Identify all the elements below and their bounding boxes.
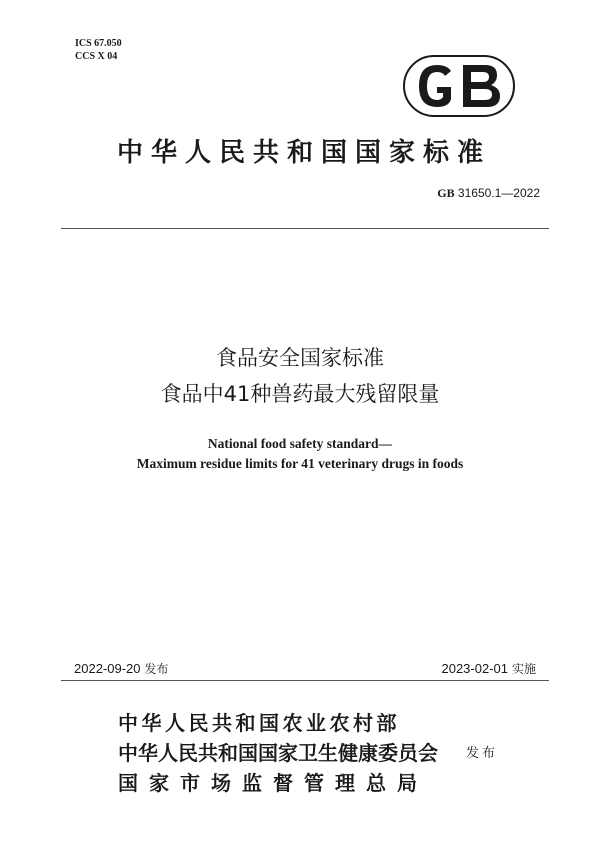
publish-label: 发布: [466, 746, 499, 761]
standard-number-value: 31650.1—2022: [457, 186, 540, 200]
effective-date: [441, 660, 536, 677]
chinese-title-line2: 食品中41种兽药最大残留限量: [160, 382, 440, 406]
issuer-ministry-agriculture: 中华人民共和国农业农村部: [118, 711, 400, 735]
issue-date: [74, 660, 169, 677]
effective-date-value: 2023-02-01: [441, 661, 508, 676]
issue-date-value: 2022-09-20: [74, 661, 141, 676]
ics-code: ICS 67.050: [75, 38, 122, 49]
standard-prefix: GB: [437, 186, 455, 200]
issuer-health-commission: 中华人民共和国国家卫生健康委员会: [118, 741, 438, 765]
national-standard-title: 中华人民共和国国家标准: [116, 138, 491, 168]
top-divider: [61, 228, 549, 229]
issuer-market-regulation: 国家市场监督管理总局: [118, 771, 428, 795]
english-title-line2: Maximum residue limits for 41 veterinary drugs in foods: [136, 456, 464, 471]
classification-codes: [75, 37, 122, 63]
gb-logo-icon: [403, 55, 515, 117]
standard-number: [437, 186, 540, 201]
english-title-line1: National food safety standard—: [207, 436, 393, 451]
ccs-code: CCS X 04: [75, 51, 118, 62]
effective-date-label: 实施: [511, 662, 536, 676]
issue-date-label: 发布: [144, 662, 169, 676]
bottom-divider: [61, 680, 549, 681]
chinese-title-line1: 食品安全国家标准: [216, 346, 384, 370]
